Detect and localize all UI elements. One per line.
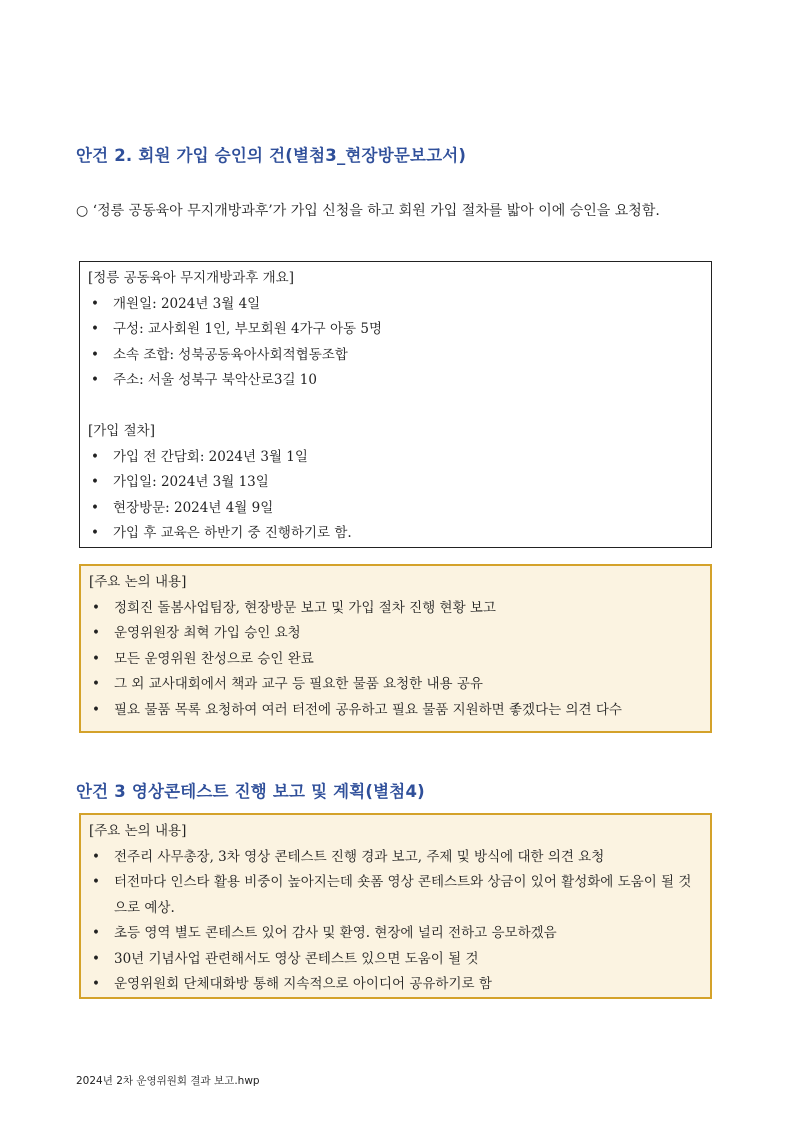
section2-discussion-box [79,564,712,733]
list-item: • 운영위원회 단체대화방 통해 지속적으로 아이디어 공유하기로 함 [89,972,702,998]
list-item: • 30년 기념사업 관련해서도 영상 콘테스트 있으면 도움이 될 것 [89,947,702,973]
overview-box [79,261,712,548]
list-item: • 가입 후 교육은 하반기 중 진행하기로 함. [88,521,703,547]
discussion-list [89,845,702,998]
discussion-title: [주요 논의 내용] [89,574,187,590]
list-item: • 가입일: 2024년 3월 13일 [88,470,703,496]
overview-title: [정릉 공동육아 무지개방과후 개요] [88,270,294,286]
list-item: • 그 외 교사대회에서 책과 교구 등 필요한 물품 요청한 내용 공유 [89,672,702,698]
document-footer: 2024년 2차 운영위원회 결과 보고.hwp [76,1075,260,1087]
discussion-title: [주요 논의 내용] [89,823,187,839]
procedure-title: [가입 절차] [88,423,155,439]
list-item: • 모든 운영위원 찬성으로 승인 완료 [89,647,702,673]
list-item: • 개원일: 2024년 3월 4일 [88,292,703,318]
overview-list [88,292,703,394]
section3-discussion-box [79,813,712,999]
section2-heading: 안건 2. 회원 가입 승인의 건(별첨3_현장방문보고서) [76,146,467,165]
list-item: • 전주리 사무총장, 3차 영상 콘테스트 진행 경과 보고, 주제 및 방식에 대한 의견 요청 [89,845,702,871]
list-item: • 구성: 교사회원 1인, 부모회원 4가구 아동 5명 [88,317,703,343]
section3-heading: 안건 3 영상콘테스트 진행 보고 및 계획(별첨4) [76,782,425,801]
list-item: • 초등 영역 별도 콘테스트 있어 감사 및 환영. 현장에 널리 전하고 응모하겠음 [89,921,702,947]
list-item: • 가입 전 간담회: 2024년 3월 1일 [88,445,703,471]
list-item: • 필요 물품 목록 요청하여 여러 터전에 공유하고 필요 물품 지원하면 좋겠다는 의견 다수 [89,698,702,724]
list-item: • 터전마다 인스타 활용 비중이 높아지는데 숏폼 영상 콘테스트와 상금이 있어 활성화에 도움이 될 것으로 예상. [89,870,702,921]
list-item: • 정희진 돌봄사업팀장, 현장방문 보고 및 가입 절차 진행 현황 보고 [89,596,702,622]
procedure-list [88,445,703,547]
list-item: • 소속 조합: 성북공동육아사회적협동조합 [88,343,703,369]
discussion-list [89,596,702,724]
section2-intro: ○ ‘정릉 공동육아 무지개방과후’가 가입 신청을 하고 회원 가입 절차를 밟아 이에 승인을 요청함. [76,203,660,219]
list-item: • 주소: 서울 성북구 북악산로3길 10 [88,368,703,394]
list-item: • 현장방문: 2024년 4월 9일 [88,496,703,522]
list-item: • 운영위원장 최혁 가입 승인 요청 [89,621,702,647]
spacer [88,394,703,420]
